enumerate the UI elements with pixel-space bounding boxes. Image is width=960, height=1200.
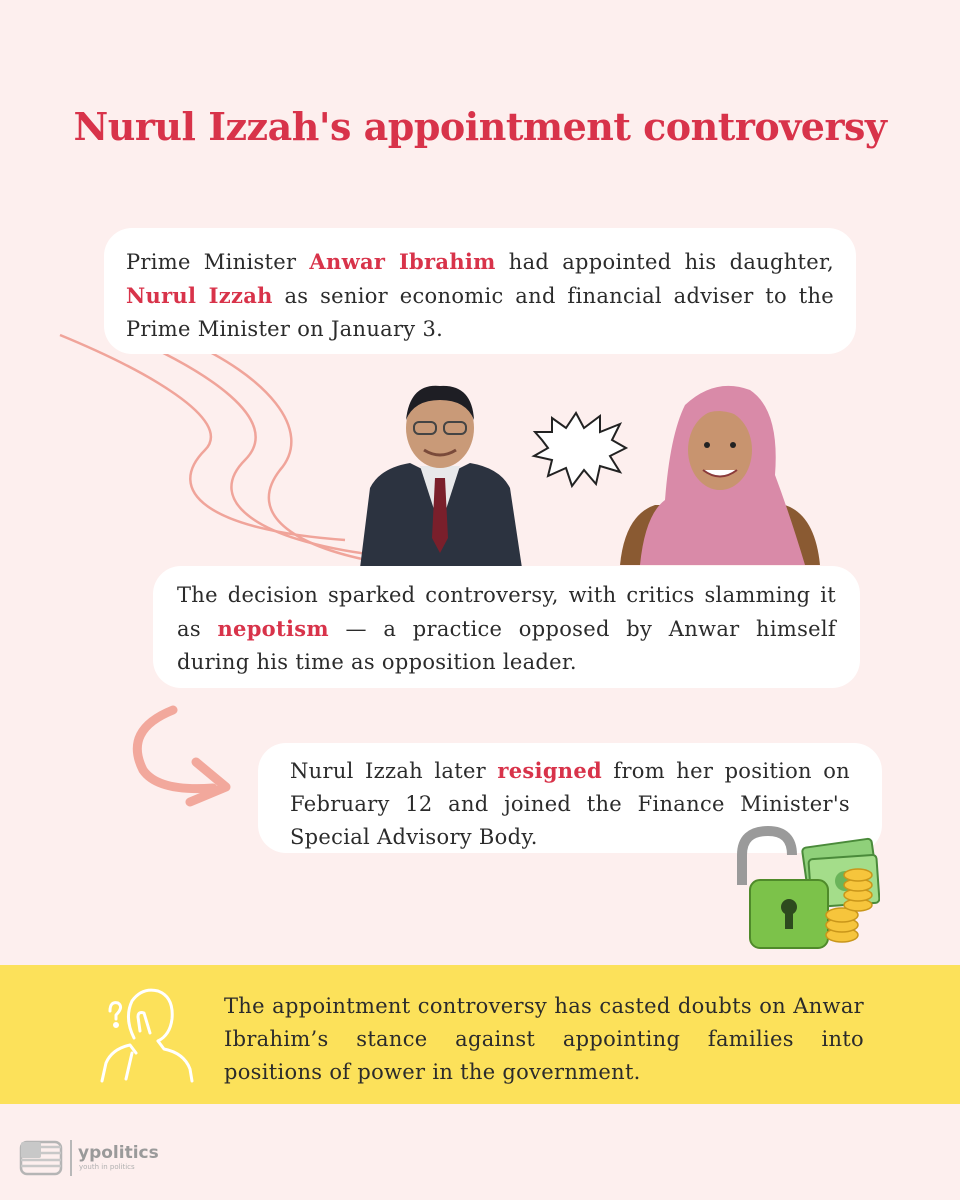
ypolitics-logo-icon: [18, 1138, 64, 1178]
thinking-person-icon: [92, 983, 202, 1083]
intro-text-1: Prime Minister: [126, 250, 310, 274]
intro-bubble: [104, 228, 856, 354]
padlock-money-icon: [730, 825, 880, 950]
brand-name: ypolitics: [78, 1143, 159, 1163]
highlight-resigned: resigned: [497, 758, 603, 783]
logo-divider: [70, 1140, 72, 1176]
page-title: Nurul Izzah's appointment controversy: [73, 104, 887, 149]
anwar-portrait-image: [350, 378, 530, 568]
controversy-bubble: [153, 566, 860, 688]
curved-arrow-icon: [118, 700, 248, 810]
intro-text-2: had appointed his daughter,: [495, 250, 835, 274]
nurul-izzah-portrait-image: [615, 375, 825, 565]
controversy-text-2: — a practice opposed by Anwar himself during his time as opposition leader.: [177, 617, 837, 674]
resignation-text-2: from her position on February 12 and joined the Finance Minister's Special Advisory Body.: [290, 759, 850, 849]
controversy-text-1: The decision sparked controversy, with critics slamming it as: [177, 583, 836, 641]
conclusion-text: The appointment controversy has casted doubts on Anwar Ibrahim’s stance against appointing families into positions of power in the government.: [224, 994, 864, 1084]
brand-tagline: youth in politics: [79, 1163, 135, 1171]
resignation-text-1: Nurul Izzah later: [290, 759, 498, 783]
intro-text-3: as senior economic and financial adviser to the Prime Minister on January 3.: [126, 284, 834, 341]
highlight-nepotism: nepotism: [217, 616, 329, 641]
highlight-anwar: Anwar Ibrahim: [309, 249, 496, 274]
highlight-nurul: Nurul Izzah: [126, 283, 273, 308]
